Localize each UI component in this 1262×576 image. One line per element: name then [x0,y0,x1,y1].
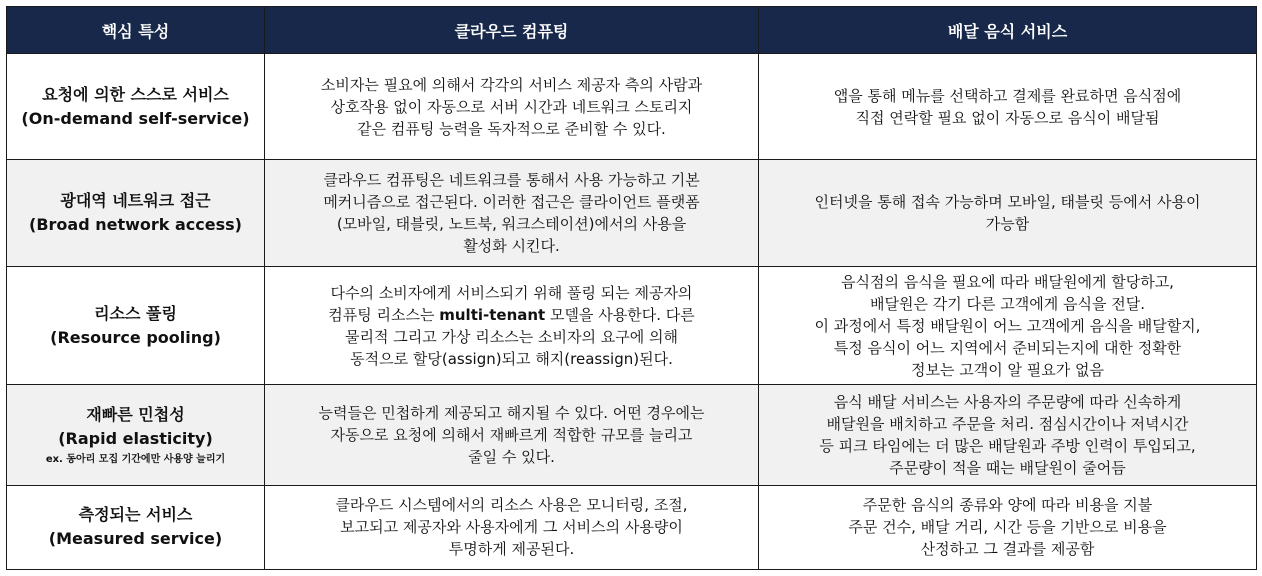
delivery-description-cell [759,385,1257,485]
cloud-text-segment: 컴퓨팅 리소스는 [328,305,440,324]
feature-name-en: (Resource pooling) [50,327,221,347]
header-row [7,7,1257,54]
cloud-text-line: 메커니즘으로 접근된다. 이러한 접근은 클라이언트 플랫폼 [323,193,700,212]
table-row-measured-service [7,485,1257,569]
feature-cell [7,54,265,160]
feature-example-note: ex. 동아리 모집 기간에만 사용양 늘리기 [45,453,226,465]
comparison-table [6,6,1257,570]
feature-name-en: (On-demand self-service) [21,108,250,128]
delivery-text-line: 산정하고 그 결과를 제공함 [920,540,1095,559]
cloud-description-cell [265,266,759,384]
table-row-rapid-elasticity [7,385,1257,485]
table-row-broad-network [7,160,1257,266]
cloud-text-line: 자동으로 요청에 의해서 재빠르게 적합한 규모를 늘리고 [330,425,693,444]
cloud-text-line: 활성화 시킨다. [463,237,560,256]
delivery-text-line: 음식점의 음식을 필요에 따라 배달원에게 할당하고, [841,272,1174,291]
feature-cell [7,385,265,485]
delivery-text-line: 음식 배달 서비스는 사용자의 주문량에 따라 신속하게 [833,392,1182,411]
feature-name-ko: 리소스 풀링 [94,303,177,323]
cloud-text-line [279,304,744,326]
delivery-text-line: 인터넷을 통해 접속 가능하며 모바일, 태블릿 등에서 사용이 [814,193,1201,212]
multi-tenant-emphasis: multi-tenant [439,305,546,324]
feature-name-ko: 광대역 네트워크 접근 [60,191,211,211]
cloud-text-line: 능력들은 민첩하게 제공되고 해지될 수 있다. 어떤 경우에는 [318,403,705,422]
comparison-table-container [6,6,1256,570]
delivery-text-line: 배달원은 각기 다른 고객에게 음식을 전달. [870,294,1145,313]
header-cloud-computing: 클라우드 컴퓨팅 [265,7,759,54]
feature-cell [7,160,265,266]
cloud-text-line: 줄일 수 있다. [468,447,555,466]
feature-name-en: (Measured service) [48,529,223,549]
cloud-text-line: 클라우드 시스템에서의 리소스 사용은 모니터링, 조절, [335,496,688,515]
delivery-text-line: 정보는 고객이 알 필요가 없음 [911,360,1104,379]
delivery-text-line: 등 피크 타임에는 더 많은 배달원과 주방 인력이 투입되고, [819,436,1196,455]
cloud-text-line: 보고되고 제공자와 사용자에게 그 서비스의 사용량이 [340,518,683,537]
delivery-text-line: 주문 건수, 배달 거리, 시간 등을 기반으로 비용을 [848,518,1167,537]
cloud-text-line: (모바일, 태블릿, 노트북, 워크스테이션)에서의 사용을 [336,215,687,234]
header-feature: 핵심 특성 [7,7,265,54]
delivery-description-cell [759,54,1257,160]
cloud-text-line: 투명하게 제공된다. [448,540,575,559]
table-row-on-demand [7,54,1257,160]
cloud-description-cell [265,54,759,160]
feature-name-en: (Rapid elasticity) [58,428,213,448]
delivery-text-line: 앱을 통해 메뉴를 선택하고 결제를 완료하면 음식점에 [833,86,1182,105]
feature-name-ko: 재빠른 민첩성 [86,404,185,424]
delivery-text-line: 직접 연락할 필요 없이 자동으로 음식이 배달됨 [855,108,1160,127]
delivery-text-line: 가능함 [985,215,1030,234]
delivery-text-line: 이 과정에서 특정 배달원이 어느 고객에게 음식을 배달할지, [814,316,1201,335]
cloud-text-line: 같은 컴퓨팅 능력을 독자적으로 준비할 수 있다. [357,119,666,138]
cloud-text-line: 소비자는 필요에 의해서 각각의 서비스 제공자 측의 사람과 [320,75,703,94]
delivery-description-cell [759,485,1257,569]
cloud-text-line: 물리적 그리고 가상 리소스는 소비자의 요구에 의해 [345,327,678,346]
delivery-text-line: 주문량이 적을 때는 배달원이 줄어듬 [889,458,1126,477]
cloud-text-line: 상호작용 없이 자동으로 서버 시간과 네트워크 스토리지 [330,97,693,116]
feature-name-en: (Broad network access) [29,215,242,235]
delivery-text-line: 특정 음식이 어느 지역에서 준비되는지에 대한 정확한 [833,338,1182,357]
header-delivery-service: 배달 음식 서비스 [759,7,1257,54]
cloud-text-segment: 모델을 사용한다. 다른 [545,305,695,324]
cloud-text-line: 다수의 소비자에게 서비스되기 위해 풀링 되는 제공자의 [330,283,693,302]
delivery-description-cell [759,266,1257,384]
feature-cell [7,266,265,384]
delivery-text-line: 주문한 음식의 종류와 양에 따라 비용을 지불 [862,496,1153,515]
delivery-text-line: 배달원을 배치하고 주문을 처리. 점심시간이나 저녁시간 [826,414,1189,433]
cloud-description-cell [265,160,759,266]
feature-name-ko: 측정되는 서비스 [78,505,193,525]
cloud-description-cell [265,385,759,485]
cloud-description-cell [265,485,759,569]
delivery-description-cell [759,160,1257,266]
feature-name-ko: 요청에 의한 스스로 서비스 [42,84,229,104]
cloud-text-line: 클라우드 컴퓨팅은 네트워크를 통해서 사용 가능하고 기본 [323,171,700,190]
table-row-resource-pooling [7,266,1257,384]
cloud-text-line: 동적으로 할당(assign)되고 해지(reassign)된다. [350,349,673,368]
feature-cell [7,485,265,569]
